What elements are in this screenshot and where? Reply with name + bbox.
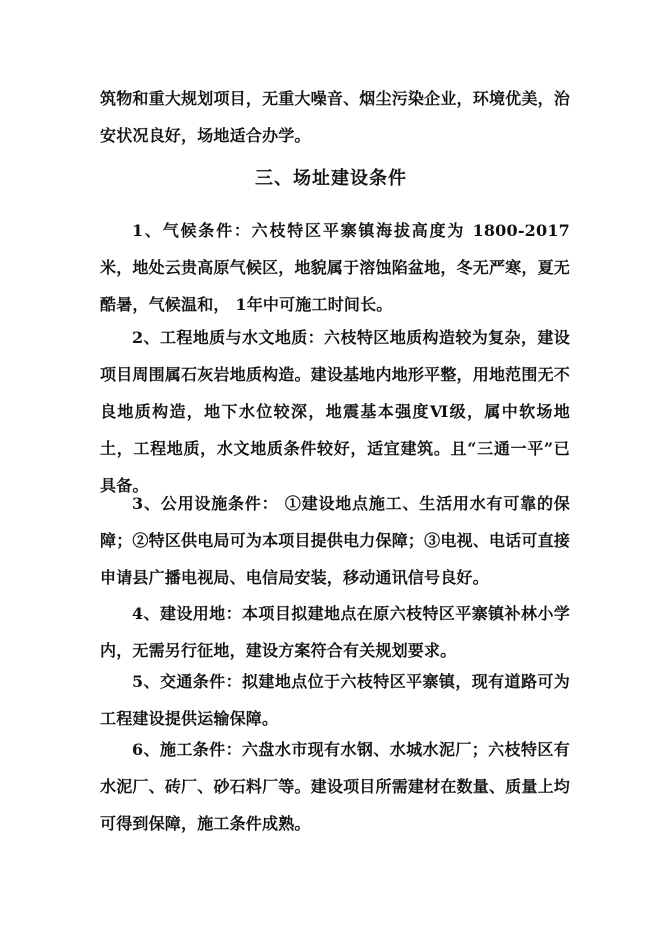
land-use-paragraph: 4、建设用地：本项目拟建地点在原六枝特区平寨镇补林小学内，无需另行征地，建设方案符合有关规划要求。 <box>100 604 570 660</box>
transportation-paragraph: 5、交通条件：拟建地点位于六枝特区平寨镇，现有道路可为工程建设提供运输保障。 <box>100 672 570 728</box>
intro-paragraph: 筑物和重大规划项目，无重大噪音、烟尘污染企业，环境优美，治安状况良好，场地适合办学。 <box>100 89 570 145</box>
construction-conditions-paragraph: 6、施工条件：六盘水市现有水钢、水城水泥厂；六枝特区有水泥厂、砖厂、砂石料厂等。建设项目所需建材在数量、质量上均可得到保障，施工条件成熟。 <box>100 740 570 833</box>
section-heading: 三、场址建设条件 <box>255 168 407 189</box>
public-facilities-paragraph: 3、公用设施条件： ①建设地点施工、生活用水有可靠的保障；②特区供电局可为本项目提供电力保障；③电视、电话可直接申请县广播电视局、电信局安装，移动通讯信号良好。 <box>100 494 570 587</box>
climate-conditions-paragraph: 1、气候条件：六枝特区平寨镇海拔高度为 1800-2017米，地处云贵高原气候区，地貌属于溶蚀陷盆地，冬无严寒，夏无酷暑，气候温和， 1年中可施工时间长。 <box>100 221 570 314</box>
geology-hydrology-paragraph: 2、工程地质与水文地质：六枝特区地质构造较为复杂，建设项目周围属石灰岩地质构造。建设基地内地形平整，用地范围无不良地质构造，地下水位较深，地震基本强度Ⅵ级，属中软场地土，工程地质，水文地质条件较好，适宜建筑。且“三通一平”已具备。 <box>100 328 570 495</box>
